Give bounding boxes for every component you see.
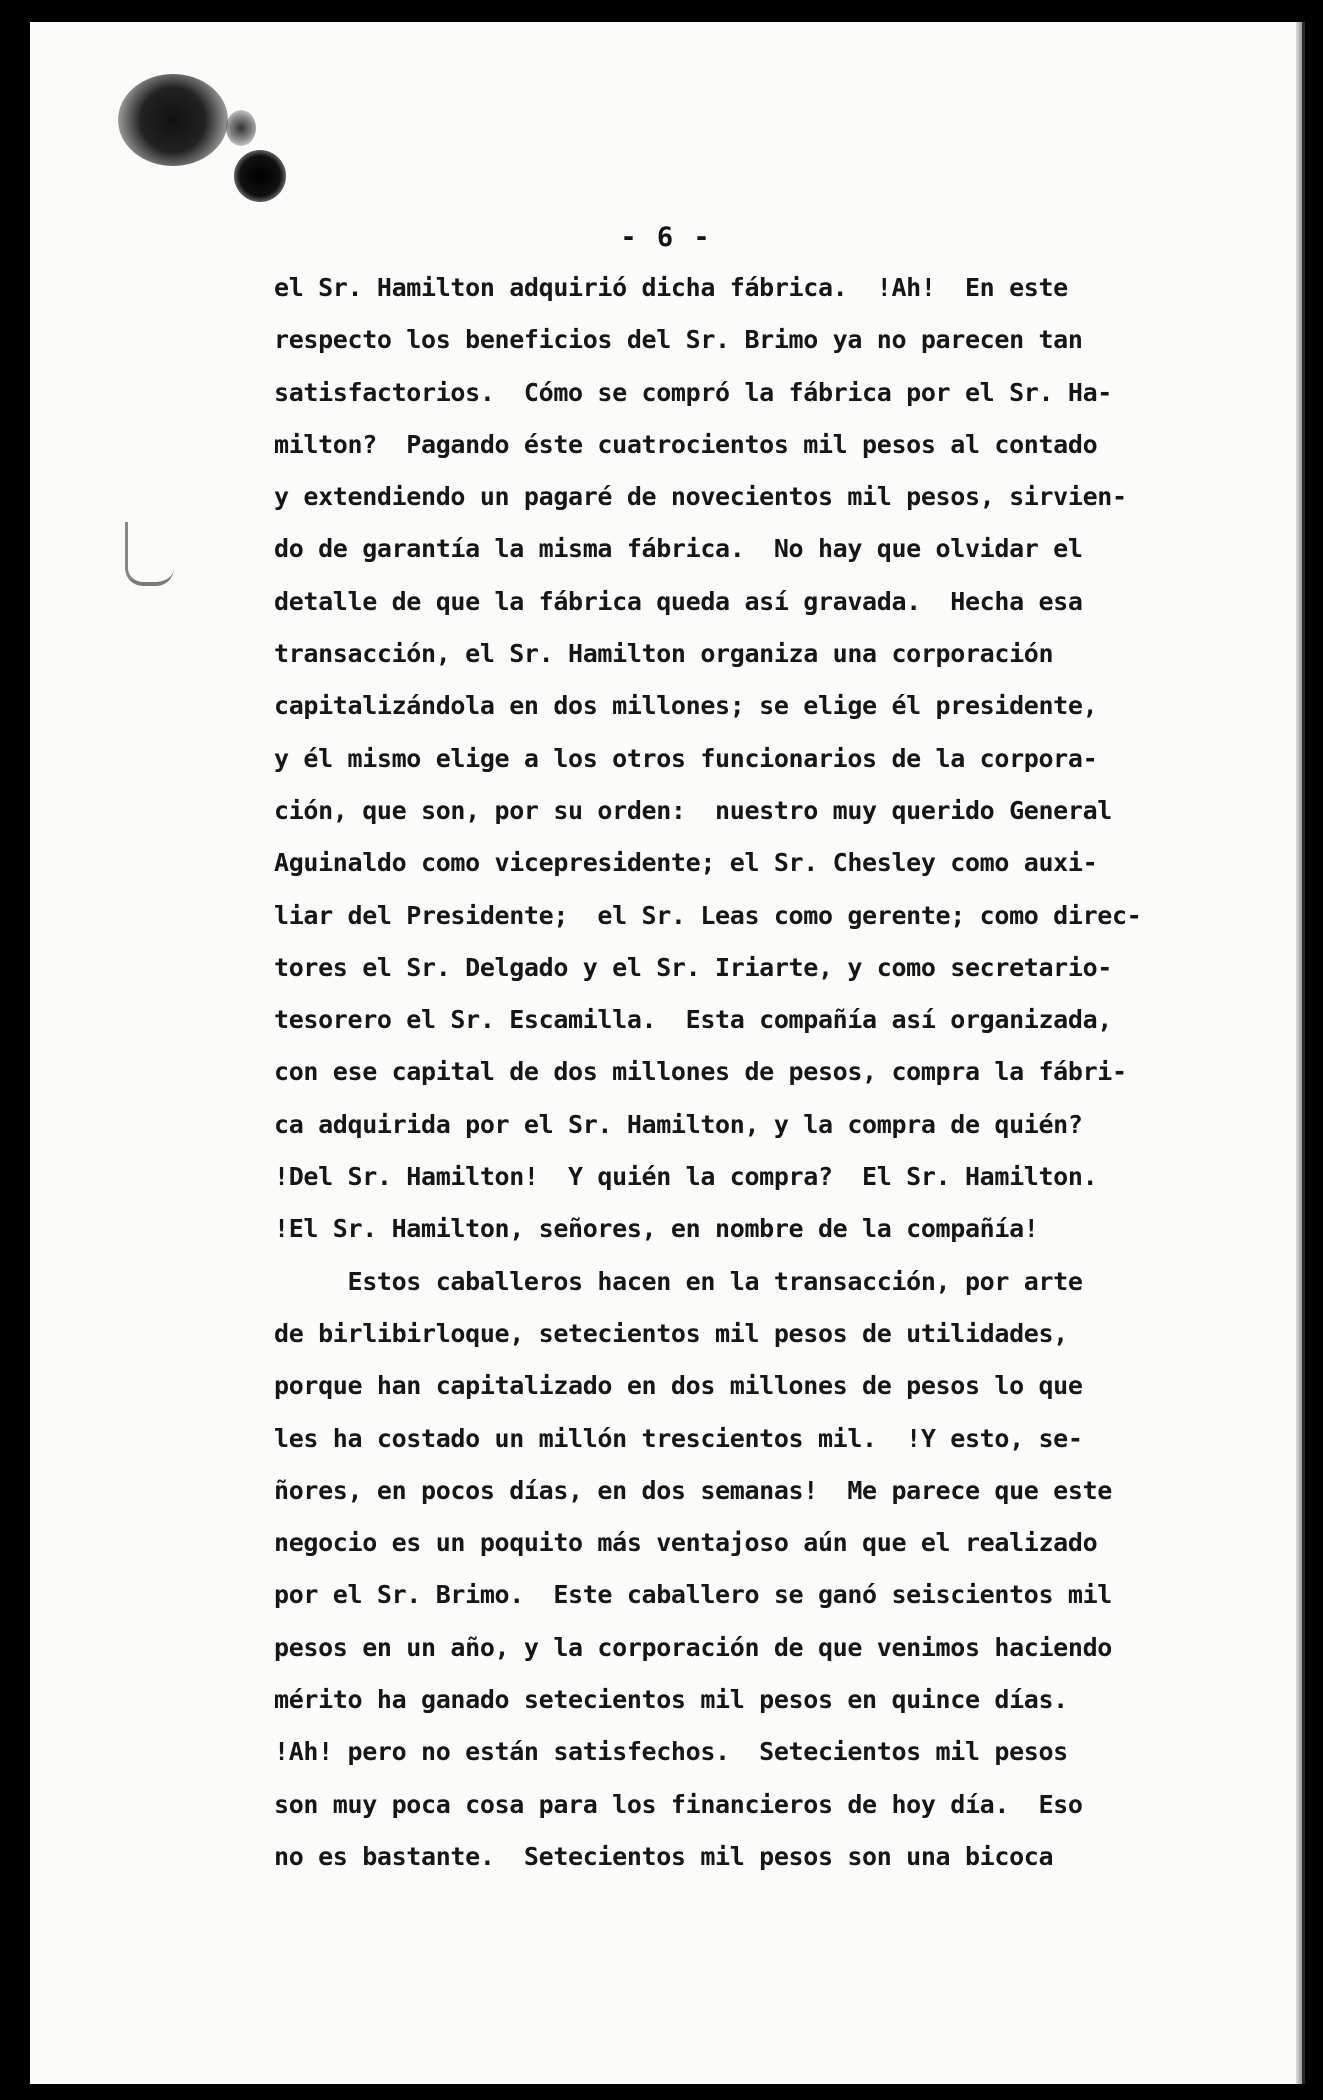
text-line-22: porque han capitalizado en dos millones de pesos lo que bbox=[274, 1371, 1083, 1401]
text-line-12: Aguinaldo como vicepresidente; el Sr. Chesley como auxi- bbox=[274, 848, 1098, 878]
page-number: - 6 - bbox=[620, 222, 712, 253]
text-line-19: !El Sr. Hamilton, señores, en nombre de la compañía! bbox=[274, 1214, 1039, 1244]
ink-dot-mark bbox=[234, 150, 286, 202]
text-line-14: tores el Sr. Delgado y el Sr. Iriarte, y como secretario- bbox=[274, 952, 1112, 982]
text-line-31: no es bastante. Setecientos mil pesos son una bicoca bbox=[274, 1841, 1054, 1871]
text-line-1: el Sr. Hamilton adquirió dicha fábrica. !Ah! En este bbox=[274, 273, 1068, 302]
ink-smudge-mark bbox=[226, 110, 256, 146]
text-line-9: capitalizándola en dos millones; se elige él presidente, bbox=[274, 691, 1098, 721]
text-line-30: son muy poca cosa para los financieros de hoy día. Eso bbox=[274, 1789, 1083, 1819]
text-line-8: transacción, el Sr. Hamilton organiza una corporación bbox=[274, 639, 1054, 669]
text-line-21: de birlibirloque, setecientos mil pesos de utilidades, bbox=[274, 1318, 1068, 1348]
text-line-23: les ha costado un millón trescientos mil. !Y esto, se- bbox=[274, 1423, 1083, 1453]
text-line-5: y extendiendo un pagaré de novecientos mil pesos, sirvien- bbox=[274, 482, 1127, 512]
text-line-4: milton? Pagando éste cuatrocientos mil pesos al contado bbox=[274, 429, 1098, 459]
text-line-11: ción, que son, por su orden: nuestro muy querido General bbox=[274, 795, 1112, 825]
text-line-18: !Del Sr. Hamilton! Y quién la compra? El Sr. Hamilton. bbox=[274, 1162, 1098, 1192]
text-line-3: satisfactorios. Cómo se compró la fábrica por el Sr. Ha- bbox=[274, 377, 1112, 407]
text-line-13: liar del Presidente; el Sr. Leas como gerente; como direc- bbox=[274, 900, 1142, 930]
ink-blot-mark bbox=[118, 74, 228, 166]
page-edge-shadow bbox=[1296, 22, 1302, 2084]
typed-body-text bbox=[274, 262, 1264, 1883]
text-line-16: con ese capital de dos millones de pesos, compra la fábri- bbox=[274, 1057, 1127, 1087]
text-line-29: !Ah! pero no están satisfechos. Setecientos mil pesos bbox=[274, 1737, 1068, 1767]
text-line-7: detalle de que la fábrica queda así gravada. Hecha esa bbox=[274, 586, 1083, 616]
text-line-28: mérito ha ganado setecientos mil pesos en quince días. bbox=[274, 1685, 1068, 1715]
paper-stain-mark bbox=[125, 522, 174, 586]
text-line-17: ca adquirida por el Sr. Hamilton, y la compra de quién? bbox=[274, 1109, 1083, 1139]
text-line-25: negocio es un poquito más ventajoso aún que el realizado bbox=[274, 1528, 1098, 1558]
text-line-6: do de garantía la misma fábrica. No hay que olvidar el bbox=[274, 534, 1083, 564]
text-line-24: ñores, en pocos días, en dos semanas! Me parece que este bbox=[274, 1475, 1112, 1505]
text-line-26: por el Sr. Brimo. Este caballero se ganó seiscientos mil bbox=[274, 1580, 1112, 1610]
text-line-27: pesos en un año, y la corporación de que venimos haciendo bbox=[274, 1632, 1112, 1662]
text-line-2: respecto los beneficios del Sr. Brimo ya no parecen tan bbox=[274, 325, 1083, 355]
document-page bbox=[30, 22, 1305, 2084]
text-line-20: Estos caballeros hacen en la transacción, por arte bbox=[274, 1266, 1083, 1296]
text-line-15: tesorero el Sr. Escamilla. Esta compañía así organizada, bbox=[274, 1005, 1112, 1035]
text-line-10: y él mismo elige a los otros funcionarios de la corpora- bbox=[274, 743, 1098, 773]
